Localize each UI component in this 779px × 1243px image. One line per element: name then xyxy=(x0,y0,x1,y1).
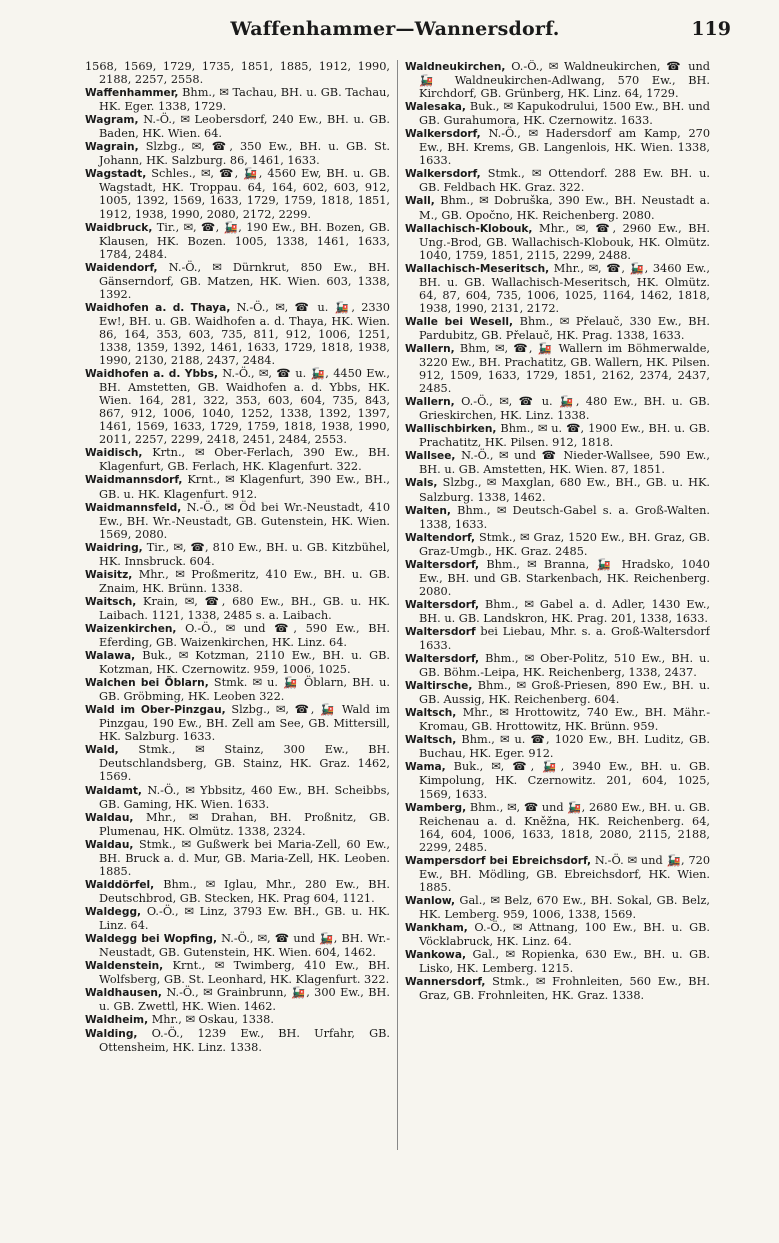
entry-headword: Waidhofen a. d. Thaya, xyxy=(85,301,231,314)
entry-headword: Waldamt, xyxy=(85,784,142,797)
gazetteer-entry xyxy=(405,449,710,476)
entry-text: Bhm., ✉ Ober-Politz, 510 Ew., BH. u. GB. Böhm.-Leipa, HK. Reichenberg, 1338, 2437. xyxy=(419,652,710,680)
entry-headword: Wall, xyxy=(405,195,435,208)
entry-text: O.-Ö., ✉ Attnang, 100 Ew., BH. u. GB. Vöcklabruck, HK. Linz. 64. xyxy=(419,921,710,949)
entry-text: Bhm., ✉ Tachau, BH. u. GB. Tachau, HK. Eger. 1338, 1729. xyxy=(99,86,390,114)
entry-text: Krnt., ✉ Klagenfurt, 390 Ew., BH., GB. u. HK. Klagenfurt. 912. xyxy=(99,473,390,501)
gazetteer-entry xyxy=(405,652,710,679)
entry-text: O.-Ö., ✉ Linz, 3793 Ew. BH., GB. u. HK. Linz. 64. xyxy=(99,904,390,932)
entry-text: Mhr., ✉ Hrottowitz, 740 Ew., BH. Mähr.-Kromau, GB. Hrottowitz, HK. Brünn. 959. xyxy=(419,706,710,734)
entry-text: Slzbg., ✉ Maxglan, 680 Ew., BH., GB. u. HK. Salzburg. 1338, 1462. xyxy=(419,476,710,504)
entry-headword: Walten, xyxy=(405,504,451,517)
gazetteer-entry xyxy=(85,838,390,878)
entry-text: Mhr., ✉ Oskau, 1338. xyxy=(151,1013,274,1027)
entry-headword: Walddörfel, xyxy=(85,878,155,891)
entry-headword: Waltersdorf, xyxy=(405,558,480,571)
gazetteer-entry xyxy=(85,811,390,838)
entry-text: Bhm., ✉ Gabel a. d. Adler, 1430 Ew., BH. u. GB. Landskron, HK. Prag. 201, 1338, 1633. xyxy=(419,597,710,625)
gazetteer-entry xyxy=(405,854,710,894)
entry-text: N.-Ö., ✉ Ybbsitz, 460 Ew., BH. Scheibbs, GB. Gaming, HK. Wien. 1633. xyxy=(99,783,390,811)
gazetteer-entry xyxy=(85,301,390,367)
entry-headword: Walesaka, xyxy=(405,101,466,114)
gazetteer-entry xyxy=(85,622,390,649)
gazetteer-entry xyxy=(405,598,710,625)
gazetteer-entry xyxy=(85,473,390,500)
entry-text: Buk., ✉ Kapukodrului, 1500 Ew., BH. und GB. Gurahumora, HK. Czernowitz. 1633. xyxy=(419,100,710,128)
gazetteer-entry xyxy=(85,541,390,568)
gazetteer-entry xyxy=(405,262,710,315)
entry-headword: Wald, xyxy=(85,744,119,757)
entry-headword: Waltsch, xyxy=(405,707,457,720)
entry-headword: Waldheim, xyxy=(85,1014,149,1027)
gazetteer-entry xyxy=(85,221,390,261)
entry-text: N.-Ö., ✉ Grainbrunn, 🚂, 300 Ew., BH. u. GB. Zwettl, HK. Wien. 1462. xyxy=(99,986,390,1014)
entry-headword: Wallern, xyxy=(405,396,455,409)
entry-headword: Walding, xyxy=(85,1028,138,1041)
entry-headword: Waidmannsfeld, xyxy=(85,501,182,514)
gazetteer-entry xyxy=(405,801,710,854)
entry-text: Stmk., ✉ Ottendorf. 288 Ew. BH. u. GB. Feldbach HK. Graz. 322. xyxy=(419,167,710,195)
gazetteer-entry xyxy=(85,986,390,1013)
left-column xyxy=(85,60,390,1240)
entry-text: Schles., ✉, ☎, 🚂, 4560 Ew, BH. u. GB. Wagstadt, HK. Troppau. 64, 164, 602, 603, 912, 1005, 1392, 1569, 1633, 1729, 1759, 1818, 1851, 1912, 1938, 1990, 2080, 2172, 2299. xyxy=(99,167,390,221)
gazetteer-entry xyxy=(405,679,710,706)
entry-headword: Waldhausen, xyxy=(85,987,162,1000)
gazetteer-entry xyxy=(85,1027,390,1054)
entry-text: Bhm., ✉ Iglau, Mhr., 280 Ew., BH. Deutschbrod, GB. Stecken, HK. Prag 604, 1121. xyxy=(99,877,390,905)
gazetteer-entry xyxy=(85,86,390,113)
entry-headword: Wallern, xyxy=(405,342,455,355)
entry-text: N.-Ö., ✉, ☎ u. 🚂, 2330 Ew!, BH. u. GB. Waidhofen a. d. Thaya, HK. Wien. 86, 164, 353, 603, 735, 811, 912, 1006, 1251, 1338, 1359, 1392, 1461, 1633, 1729, 1818, 1938, 1990, 2130, 2188, 2437, 2484. xyxy=(99,300,390,368)
entry-headword: Wankowa, xyxy=(405,949,466,962)
entry-text: bei Liebau, Mhr. s. a. Groß-Waltersdorf 1633. xyxy=(419,624,710,653)
entry-headword: Waidbruck, xyxy=(85,221,153,234)
entry-headword: Waidisch, xyxy=(85,447,143,460)
entry-headword: Wama, xyxy=(405,761,446,774)
entry-text: Krtn., ✉ Ober-Ferlach, 390 Ew., BH. Klagenfurt, GB. Ferlach, HK. Klagenfurt. 322. xyxy=(99,446,390,474)
gazetteer-entry xyxy=(405,894,710,921)
entry-text: N.-Ö., ✉, ☎ und 🚂, BH. Wr.-Neustadt, GB. Gutenstein, HK. Wien. 604, 1462. xyxy=(99,932,390,960)
entry-text: Stmk., ✉ Stainz, 300 Ew., BH. Deutschlandsberg, GB. Stainz, HK. Graz. 1462, 1569. xyxy=(99,743,390,784)
entry-text: O.-Ö., ✉ Waldneukirchen, ☎ und 🚂 Waldneukirchen-Adlwang, 570 Ew., BH. Kirchdorf, GB. Grünberg, HK. Linz. 64, 1729. xyxy=(419,60,710,101)
entry-text: Tir., ✉, ☎, 810 Ew., BH. u. GB. Kitzbühel, HK. Innsbruck. 604. xyxy=(99,540,390,568)
column-divider xyxy=(397,60,398,1150)
gazetteer-entry xyxy=(85,595,390,622)
gazetteer-entry xyxy=(405,921,710,948)
gazetteer-entry xyxy=(405,733,710,760)
entry-headword: Waidhofen a. d. Ybbs, xyxy=(85,368,218,381)
entry-text: Slzbg., ✉, ☎, 🚂 Wald im Pinzgau, 190 Ew., BH. Zell am See, GB. Mittersill, HK. Salzburg. 1633. xyxy=(99,703,390,744)
gazetteer-entry xyxy=(405,948,710,975)
entry-headword: Walkersdorf, xyxy=(405,168,481,181)
gazetteer-entry xyxy=(405,504,710,531)
gazetteer-entry xyxy=(85,932,390,959)
entry-text: N.-Ö., ✉ Dürnkrut, 850 Ew., BH. Gänserndorf, GB. Matzen, HK. Wien. 603, 1338, 1392. xyxy=(99,260,390,301)
entry-headword: Wampersdorf bei Ebreichsdorf, xyxy=(405,854,591,867)
entry-text: Bhm., ✉ Přelauč, 330 Ew., BH. Pardubitz, GB. Přelauč, HK. Prag. 1338, 1633. xyxy=(419,314,710,342)
entry-headword: Walchen bei Öblarn, xyxy=(85,677,209,690)
entry-headword: Waldau, xyxy=(85,838,134,851)
gazetteer-entry xyxy=(405,625,710,652)
gazetteer-entry xyxy=(85,703,390,743)
entry-headword: Walkersdorf, xyxy=(405,128,481,141)
entry-text: Gal., ✉ Ropienka, 630 Ew., BH. u. GB. Lisko, HK. Lemberg. 1215. xyxy=(419,948,710,976)
gazetteer-entry xyxy=(85,649,390,676)
entry-headword: Walle bei Wesell, xyxy=(405,315,514,328)
gazetteer-entry xyxy=(85,676,390,703)
entry-headword: Waltendorf, xyxy=(405,531,476,544)
entry-text: Stmk., ✉ Gußwerk bei Maria-Zell, 60 Ew., BH. Bruck a. d. Mur, GB. Maria-Zell, HK. Leoben. 1885. xyxy=(99,837,390,878)
gazetteer-entry xyxy=(405,194,710,221)
entry-text: N.-Ö., ✉ Leobersdorf, 240 Ew., BH. u. GB. Baden, HK. Wien. 64. xyxy=(99,113,390,141)
entry-headword: Waffenhammer, xyxy=(85,87,179,100)
page-header xyxy=(0,18,779,48)
gazetteer-entry xyxy=(405,422,710,449)
entry-text: Bhm., ✉ Deutsch-Gabel s. a. Groß-Walten. 1338, 1633. xyxy=(419,503,710,531)
entry-text: Bhm., ✉, ☎ und 🚂, 2680 Ew., BH. u. GB. Reichenau a. d. Kněžna, HK. Reichenberg. 64, 164, 604, 1006, 1633, 1818, 2080, 2115, 2188, 2299, 2485. xyxy=(419,800,710,854)
entry-headword: Wannersdorf, xyxy=(405,976,486,989)
entry-headword: Waltersdorf, xyxy=(405,598,480,611)
gazetteer-entry xyxy=(85,1013,390,1027)
entry-headword: Waizenkirchen, xyxy=(85,622,177,635)
gazetteer-entry xyxy=(405,127,710,167)
gazetteer-entry xyxy=(85,905,390,932)
entry-headword: Wagrain, xyxy=(85,141,139,154)
gazetteer-entry xyxy=(85,501,390,541)
gazetteer-entry xyxy=(85,446,390,473)
entry-headword: Wallischbirken, xyxy=(405,423,497,436)
entry-text: N.-Ö., ✉ Hadersdorf am Kamp, 270 Ew., BH. Krems, GB. Langenlois, HK. Wien. 1338, 1633. xyxy=(419,127,710,168)
gazetteer-entry xyxy=(405,476,710,503)
entry-text: Mhr., ✉ Drahan, BH. Proßnitz, GB. Plumenau, HK. Olmütz. 1338, 2324. xyxy=(99,810,390,838)
gazetteer-entry xyxy=(405,760,710,800)
gazetteer-entry xyxy=(85,878,390,905)
gazetteer-entry xyxy=(405,531,710,558)
entry-headword: Waldegg, xyxy=(85,905,142,918)
page-title: Waffenhammer—Wannersdorf. xyxy=(230,18,560,40)
entry-headword: Waidmannsdorf, xyxy=(85,474,183,487)
entry-text: Bhm., ✉ u. ☎, 1900 Ew., BH. u. GB. Prachatitz, HK. Pilsen. 912, 1818. xyxy=(419,422,710,450)
gazetteer-entry xyxy=(85,959,390,986)
entry-headword: Waidring, xyxy=(85,541,143,554)
entry-text: Bhm., ✉ Branna, 🚂 Hradsko, 1040 Ew., BH. und GB. Starkenbach, HK. Reichenberg. 2080. xyxy=(419,557,710,598)
entry-headword: Waltersdorf xyxy=(405,625,476,638)
entry-text: Buk., ✉ Kotzman, 2110 Ew., BH. u. GB. Kotzman, HK. Czernowitz. 959, 1006, 1025. xyxy=(99,649,390,677)
entry-text: Krain, ✉, ☎, 680 Ew., BH., GB. u. HK. Laibach. 1121, 1338, 2485 s. a. Laibach. xyxy=(99,594,390,622)
entry-text: N.-Ö., ✉, ☎ u. 🚂, 4450 Ew., BH. Amstetten, GB. Waidhofen a. d. Ybbs, HK. Wien. 164, 281, 322, 353, 603, 604, 735, 843, 867, 912, 1006, 1040, 1252, 1338, 1392, 1397, 1461, 1569, 1633, 1729, 1759, 1818, 1938, 1990, 2011, 2257, 2299, 2418, 2451, 2484, 2553. xyxy=(99,367,390,447)
entry-text: Stmk., ✉ Graz, 1520 Ew., BH. Graz, GB. Graz-Umgb., HK. Graz. 2485. xyxy=(419,530,710,558)
entry-headword: Waldau, xyxy=(85,811,134,824)
gazetteer-entry xyxy=(405,222,710,262)
gazetteer-entry xyxy=(85,60,390,86)
entry-text: Buk., ✉, ☎, 🚂, 3940 Ew., BH. u. GB. Kimpolung, HK. Czernowitz. 201, 604, 1025, 1569, 1633. xyxy=(419,760,710,801)
gazetteer-entry xyxy=(405,706,710,733)
entry-headword: Wallsee, xyxy=(405,450,456,463)
gazetteer-entry xyxy=(405,342,710,395)
gazetteer-entry xyxy=(85,167,390,220)
entry-text: Krnt., ✉ Twimberg, 410 Ew., BH. Wolfsberg, GB. St. Leonhard, HK. Klagenfurt. 322. xyxy=(99,959,390,987)
gazetteer-entry xyxy=(405,167,710,194)
entry-text: O.-Ö., ✉ und ☎, 590 Ew., BH. Eferding, GB. Waizenkirchen, HK. Linz. 64. xyxy=(99,621,390,650)
entry-text: 1568, 1569, 1729, 1735, 1851, 1885, 1912, 1990, 2188, 2257, 2558. xyxy=(85,60,390,87)
entry-headword: Wanlow, xyxy=(405,894,456,907)
gazetteer-entry xyxy=(405,100,710,127)
entry-headword: Wald im Ober-Pinzgau, xyxy=(85,704,226,717)
gazetteer-entry xyxy=(405,558,710,598)
entry-text: Mhr., ✉, ☎, 🚂, 3460 Ew., BH. u. GB. Wallachisch-Meseritsch, HK. Olmütz. 64, 87, 604, 735, 1006, 1025, 1164, 1462, 1818, 1938, 1990, 2131, 2172. xyxy=(419,261,710,315)
page-number: 119 xyxy=(691,18,731,40)
entry-text: N.-Ö. ✉ und 🚂, 720 Ew., BH. Mödling, GB. Ebreichsdorf, HK. Wien. 1885. xyxy=(419,853,710,894)
entry-headword: Wagstadt, xyxy=(85,168,147,181)
gazetteer-entry xyxy=(85,113,390,140)
entry-headword: Waltersdorf, xyxy=(405,653,480,666)
entry-text: Bhm., ✉ Groß-Priesen, 890 Ew., BH. u. GB. Aussig, HK. Reichenberg. 604. xyxy=(419,679,710,707)
entry-headword: Waldegg bei Wopfing, xyxy=(85,933,217,946)
entry-headword: Waltsch, xyxy=(405,734,457,747)
entry-text: Stmk., ✉ Frohnleiten, 560 Ew., BH. Graz, GB. Frohnleiten, HK. Graz. 1338. xyxy=(419,975,710,1003)
entry-headword: Waldneukirchen, xyxy=(405,61,506,73)
entry-headword: Wallachisch-Klobouk, xyxy=(405,222,533,235)
entry-headword: Waldenstein, xyxy=(85,960,164,973)
entry-headword: Wankham, xyxy=(405,922,468,934)
entry-headword: Wamberg, xyxy=(405,801,467,814)
entry-text: Stmk. ✉ u. 🚂 Öblarn, BH. u. GB. Gröbming, HK. Leoben 322. xyxy=(99,676,390,704)
entry-text: Bhm, ✉, ☎, 🚂 Wallern im Böhmerwalde, 3220 Ew., BH. Prachatitz, GB. Wallern, HK. Pilsen. 912, 1509, 1633, 1729, 1851, 2162, 2374, 2437, 2485. xyxy=(419,341,710,396)
gazetteer-entry xyxy=(85,568,390,595)
entry-text: Mhr., ✉, ☎, 2960 Ew., BH. Ung.-Brod, GB. Wallachisch-Klobouk, HK. Olmütz. 1040, 1759, 1851, 2115, 2299, 2488. xyxy=(419,221,710,262)
gazetteer-entry xyxy=(85,784,390,811)
gazetteer-entry xyxy=(85,261,390,301)
entry-text: Bhm., ✉ Dobruška, 390 Ew., BH. Neustadt a. M., GB. Opočno, HK. Reichenberg. 2080. xyxy=(419,194,710,222)
entry-text: Slzbg., ✉, ☎, 350 Ew., BH. u. GB. St. Johann, HK. Salzburg. 86, 1461, 1633. xyxy=(99,140,390,168)
entry-headword: Wals, xyxy=(405,477,438,490)
entry-headword: Waltirsche, xyxy=(405,680,473,693)
gazetteer-entry xyxy=(405,60,710,100)
gazetteer-entry xyxy=(405,395,710,422)
gazetteer-entry xyxy=(85,367,390,446)
entry-text: Gal., ✉ Belz, 670 Ew., BH. Sokal, GB. Belz, HK. Lemberg. 959, 1006, 1338, 1569. xyxy=(419,893,710,921)
entry-text: N.-Ö., ✉ und ☎ Nieder-Wallsee, 590 Ew., BH. u. GB. Amstetten, HK. Wien. 87, 1851. xyxy=(419,449,710,477)
right-column xyxy=(405,60,710,1240)
entry-headword: Waisitz, xyxy=(85,568,133,581)
entry-headword: Wagram, xyxy=(85,114,139,127)
entry-text: N.-Ö., ✉ Öd bei Wr.-Neustadt, 410 Ew., BH. Wr.-Neustadt, GB. Gutenstein, HK. Wien. 1569, 2080. xyxy=(99,500,390,541)
entry-text: O.-Ö., ✉, ☎ u. 🚂, 480 Ew., BH. u. GB. Grieskirchen, HK. Linz. 1338. xyxy=(419,395,710,423)
gazetteer-entry xyxy=(405,975,710,1002)
entry-headword: Waitsch, xyxy=(85,595,137,608)
gazetteer-entry xyxy=(85,140,390,167)
entry-headword: Waidendorf, xyxy=(85,261,158,274)
entry-text: Tir., ✉, ☎, 🚂, 190 Ew., BH. Bozen, GB. Klausen, HK. Bozen. 1005, 1338, 1461, 1633, 1784, 2484. xyxy=(99,220,390,261)
gazetteer-entry xyxy=(405,315,710,342)
entry-text: Mhr., ✉ Proßmeritz, 410 Ew., BH. u. GB. Znaim, HK. Brünn. 1338. xyxy=(99,567,390,595)
entry-headword: Walawa, xyxy=(85,650,136,663)
gazetteer-entry xyxy=(85,743,390,783)
entry-headword: Wallachisch-Meseritsch, xyxy=(405,262,550,275)
entry-text: O.-Ö., 1239 Ew., BH. Urfahr, GB. Ottensheim, HK. Linz. 1338. xyxy=(99,1027,390,1055)
entry-text: Bhm., ✉ u. ☎, 1020 Ew., BH. Luditz, GB. Buchau, HK. Eger. 912. xyxy=(419,733,710,761)
